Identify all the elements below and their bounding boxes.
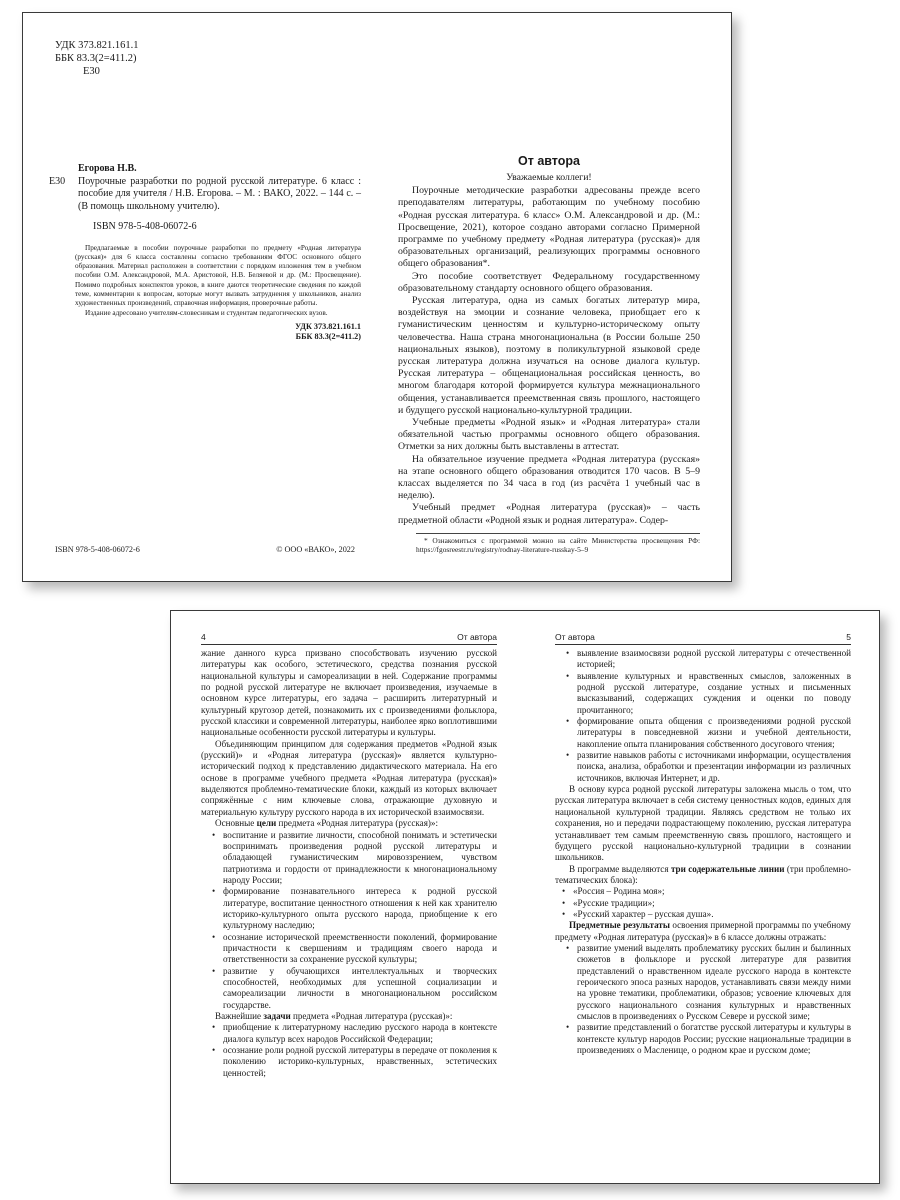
footer-isbn: ISBN 978-5-408-06072-6 [55,545,140,554]
list-item: • развитие у обучающихся интеллектуальных и творческих способностей, необходимых для успешной социализации и самореализации личности в многонациональном российском государстве. [223,966,497,1011]
lines-heading: В программе выделяются три содержательные линии (три проблемно-тематических блока): [555,863,851,885]
footnote [416,533,700,554]
list-item: • приобщение к литературному наследию русского народа в контексте диалога культур всех народов Российской Федерации; [223,1022,497,1045]
list-item: • осознание роли родной русской литературы в передаче от поколения к поколению историко-культурных, нравственных, эстетических ценностей; [223,1045,497,1079]
annotation-audience: Издание адресовано учителям-словесникам и студентам педагогических вузов. [85,308,328,317]
goals-list [201,830,497,1012]
list-item: • выявление культурных и нравственных смыслов, заложенных в родной русской литературе, создание устных и письменных высказываний, содержащих суждения и оценки по поводу прочитанного; [577,671,851,716]
list-item: • развитие умений выделять проблематику русских былин и былинных сюжетов в фольклоре и русской литературе для развития представлений о нравственном идеале русского народа в контексте героического эпоса разных народов, устанавливать связи между ними на уровне тематики, проблематики, образов; усвоение ключевых для русского национального сознания культурных и нравственных смыслов в произведениях о Русском Севере и русской зиме; [577,943,851,1022]
udc-code-bold: УДК 373.821.161.1 [295,321,361,331]
catalog-author-mark: Е30 [49,175,66,187]
catalog-isbn: ISBN 978-5-408-06072-6 [93,221,197,232]
list-item: • осознание исторической преемственности поколений, формирование причастности к свершениям и традициям своего народа и ответственности за сохранение русской культуры; [223,932,497,966]
running-head [201,631,497,645]
preface [398,154,700,527]
catalog-description: Поурочные разработки по родной русской литературе. 6 класс : пособие для учителя / Н.В. Егорова. – М. : ВАКО, 2022. – 144 с. – (В помощь школьному учителю). [78,175,361,212]
udc-code: УДК 373.821.161.1 [55,40,139,51]
body-paragraph: В основу курса родной русской литературы заложена мысль о том, что русская литература включает в себя систему ценностных кодов, единых для национальной культурной традиции. Являясь средством не только их сохранения, но и передачи подрастающему поколению, русская литература устанавливает тем самым преемственную связь прошлого, настоящего и будущего русской национально-культурной традиции в сознании школьников. [555,784,851,863]
list-item: • развитие представлений о богатстве русской литературы и культуры в контексте культур народов России; русские национальные традиции в произведениях о Масленице, о родном крае и русском доме; [577,1022,851,1056]
content-lines-list [555,886,851,920]
author-mark: Е30 [83,66,100,77]
body-paragraph: Объединяющим принципом для содержания предметов «Родной язык (русский)» и «Родная литература (русская)» является культурно-исторический подход к представлению дидактического материала. На его основе в программе учебного предмета «Родная литература (русская)» выделяются проблемно-тематические блоки, каждый из которых включает сопряжённые с ним ключевые слова, отражающие духовную и материальную культуру русского народа в их исторической взаимосвязи. [201,738,497,817]
bbk-code-bold: ББК 83.3(2=411.2) [295,332,361,342]
preface-paragraph: Учебные предметы «Родной язык» и «Родная литература» стали обязательной частью программы основного общего образования. Отметки за них должны быть выставлены в аттестат. [398,417,700,453]
list-item: • воспитание и развитие личности, способной понимать и эстетически воспринимать произведения родной русской литературы и обладающей гуманистическим мировоззрением, чувством патриотизма и гордости от принадлежности к многонациональному народу России; [223,830,497,887]
preface-paragraph: На обязательное изучение предмета «Родная литература (русская» на этапе основного общего образования отводится 170 часов. В 5–9 классах выделяется по 34 часа в год (из расчёта 1 учебный час в неделю). [398,453,700,502]
book-spread-top [22,12,732,582]
tasks-list-continued [555,648,851,784]
catalog-card [49,163,361,343]
preface-paragraph: Русская литература, одна из самых богатых литератур мира, воздействуя на эмоции и сознание человека, приобщает его к гуманистическим ценностям и культурно-историческому опыту человечества. Наша страна многонациональна (в России больше 250 национальных языков), поэтому в поликультурной языковой среде русская литература должна изучаться на основе диалога культур. Русская литература – общенациональная российская ценность, во многом благодаря которой формируется культура межнационального общения, устанавливается преемственная связь прошлого, настоящего и будущего русской национально-культурной традиции. [398,295,700,416]
classification-block [55,39,139,78]
annotation [49,244,361,343]
tasks-heading: Важнейшие задачи предмета «Родная литература (русская)»: [215,1011,453,1021]
page-4 [201,631,497,1079]
preface-paragraph: Учебный предмет «Родная литература (русская)» – часть предметной области «Родной язык и родная литература». Содер- [398,502,700,526]
results-list [555,943,851,1056]
annotation-text: Предлагаемые в пособии поурочные разработки по предмету «Родная литература (русская)» для 6 класса составлены согласно требованиям ФГОС основного общего образования. Материал расположен в соответствии с порядком изложения тем в учебном пособии О.М. Александровой, М.А. Аристовой, Н.В. Беляевой и др. (М.: Просвещение). Помимо подробных конспектов уроков, в книге даются теоретические сведения по каждой теме, комментарии к вопросам, которые могут вызвать затруднения у школьников, анализ художественных произведений, справочная информация, проверочные работы. [75,243,361,308]
list-item: • «Русские традиции»; [573,898,851,909]
body-paragraph: жание данного курса призвано способствовать изучению русской литературы как особого, эстетического, средства познания русской национальной культуры и самореализации в ней. Содержание программы по родной русской литературе не включает произведения, изучаемые в основном курсе литературы, его задача – расширить литературный и культурный кругозор детей, познакомить их с произведениями фольклора, русской классики и современной литературы, наиболее ярко воплотившими национальные особенности русской литературы и культуры. [201,648,497,738]
results-heading: Предметные результаты освоения примерной программы по учебному предмету «Родная литература (русская)» в 6 классе должны отражать: [555,920,851,942]
list-item: • выявление взаимосвязи родной русской литературы с отечественной историей; [577,648,851,671]
list-item: • формирование опыта общения с произведениями родной русской литературы в повседневной жизни и учебной деятельности, накопление опыта планирования собственного досугового чтения; [577,716,851,750]
bbk-code: ББК 83.3(2=411.2) [55,53,137,64]
catalog-author: Егорова Н.В. [78,163,137,174]
preface-paragraph: Это пособие соответствует Федеральному государственному образовательному стандарту основного общего образования. [398,270,700,294]
running-head-title: От автора [457,632,497,642]
list-item: • формирование познавательного интереса к родной русской литературе, воспитание ценностного отношения к ней как хранителю историко-культурного опыта русского народа, приобщение к его культурному наследию; [223,886,497,931]
book-spread-bottom [170,610,880,1184]
imprint-footer [55,545,355,554]
tasks-list [201,1022,497,1079]
running-head-title: От автора [555,632,595,642]
catalog-entry [49,176,361,214]
goals-heading: Основные цели предмета «Родная литература (русская)»: [215,818,438,829]
footer-copyright: © ООО «ВАКО», 2022 [276,545,355,554]
preface-title: От автора [518,154,580,168]
list-item: • развитие навыков работы с источниками информации, осуществления поиска, анализа, обработки и презентации информации из различных источников, включая Интернет, и др. [577,750,851,784]
preface-paragraph: Поурочные методические разработки адресованы прежде всего преподавателям литературы, работающим по учебному пособию «Родная русская литература. 6 класс» О.М. Александровой и др. (М.: Просвещение, 2021), которое создано авторами согласно Примерной программе по учебному предмету «Родная литература (русская)» для образовательных организаций, реализующих программы основного общего образования*. [398,185,700,270]
page-number: 4 [201,632,206,642]
page-number: 5 [846,632,851,642]
footnote-text: * Ознакомиться с программой можно на сайте Министерства просвещения РФ: https://fgosreestr.ru/registry/rodnay-literature-russkay-5–9 [416,536,700,554]
list-item: • «Русский характер – русская душа». [573,909,851,920]
preface-greeting: Уважаемые коллеги! [506,172,592,183]
list-item: • «Россия – Родина моя»; [573,886,851,897]
page-5 [555,631,851,1056]
running-head [555,631,851,645]
class-codes [75,322,361,343]
